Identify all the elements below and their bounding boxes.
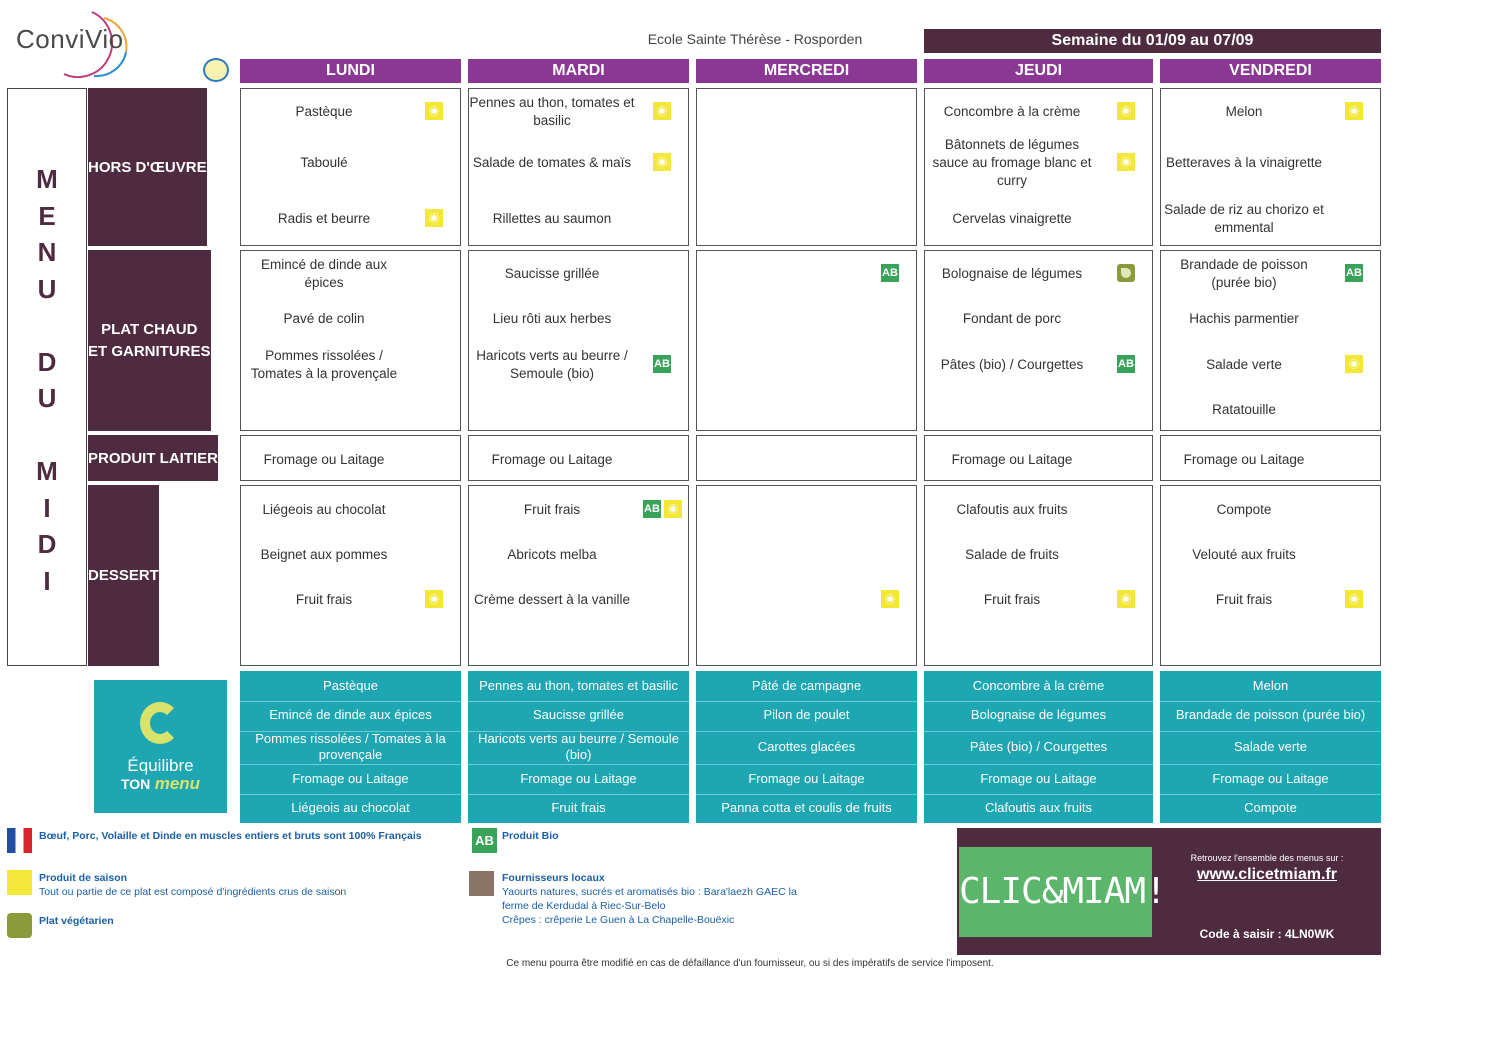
dish-item: Bâtonnets de légumes sauce au fromage blanc et curry: [932, 137, 1092, 188]
category-produit-laitier: [88, 435, 218, 481]
summary-divider: [1160, 794, 1381, 795]
category-plat-chaud: [88, 250, 211, 431]
summary-item: Liégeois au chocolat: [291, 800, 410, 815]
dish-item: Velouté aux fruits: [1192, 547, 1296, 562]
title-letter: M: [36, 164, 58, 194]
summary-item: Haricots verts au beurre / Semoule (bio): [478, 731, 679, 762]
summary-item: Fromage ou Laitage: [1212, 771, 1329, 786]
footer-note: Ce menu pourra être modifié en cas de défaillance d'un fournisseur, ou si des impératifs de service l'imposent.: [506, 958, 994, 969]
dish-item: Fromage ou Laitage: [263, 452, 385, 467]
legend-bio-text: Produit Bio: [502, 830, 559, 842]
menu-cell-dessert-vendredi: [1160, 485, 1381, 666]
legend-saison: [39, 871, 439, 899]
clicetmiam-url[interactable]: www.clicetmiam.fr: [1197, 866, 1337, 883]
seasonal-sun-icon: [425, 102, 443, 120]
summary-item: Carottes glacées: [757, 739, 856, 754]
dish-item: Emincé de dinde aux épices: [260, 257, 388, 290]
dish-item: Radis et beurre: [277, 211, 371, 226]
summary-divider: [240, 764, 461, 765]
summary-column-vendredi: [1160, 671, 1381, 823]
dish-item: Fromage ou Laitage: [1183, 452, 1305, 467]
summary-item: Pâtes (bio) / Courgettes: [969, 739, 1108, 754]
category-label: PRODUIT LAITIER: [88, 449, 218, 467]
seasonal-sun-icon: [1345, 355, 1363, 373]
summary-divider: [696, 731, 917, 732]
dish-item: Pastèque: [295, 104, 353, 119]
summary-item: Fromage ou Laitage: [292, 771, 409, 786]
legend-france: [39, 829, 439, 843]
sun-legend-icon: [7, 870, 32, 895]
summary-divider: [924, 794, 1153, 795]
dish-item: Salade verte: [1206, 357, 1282, 372]
dish-item: Ratatouille: [1212, 402, 1276, 417]
summary-item: Pâté de campagne: [751, 678, 862, 693]
bio-ab-icon: AB: [643, 500, 661, 518]
summary-divider: [924, 731, 1153, 732]
dish-item: Salade de fruits: [965, 547, 1059, 562]
bio-ab-icon: AB: [1117, 355, 1135, 373]
dish-item: Brandade de poisson (purée bio): [1180, 257, 1308, 290]
dish-item: Betteraves à la vinaigrette: [1165, 155, 1323, 170]
dish-item: Concombre à la crème: [943, 104, 1081, 119]
summary-divider: [924, 701, 1153, 702]
summary-column-mardi: [468, 671, 689, 823]
title-letter: D: [37, 346, 57, 377]
summary-item: Brandade de poisson (purée bio): [1175, 707, 1366, 722]
dish-item: Fondant de porc: [962, 311, 1062, 326]
menu-cell-hors-mercredi: [696, 88, 917, 246]
summary-item: Emincé de dinde aux épices: [269, 707, 432, 722]
vegetarian-legend-icon: [7, 913, 32, 938]
menu-cell-plat-mardi: [468, 250, 689, 431]
menu-cell-dessert-lundi: [240, 485, 461, 666]
title-letter: U: [37, 383, 57, 413]
menu-cell-plat-lundi: [240, 250, 461, 431]
bio-ab-icon: AB: [1345, 264, 1363, 282]
dish-item: Beignet aux pommes: [260, 547, 388, 562]
dish-item: Rillettes au saumon: [492, 211, 612, 226]
dish-item: Fromage ou Laitage: [491, 452, 613, 467]
dish-item: Salade de tomates & maïs: [472, 155, 632, 170]
legend-bio: [502, 829, 702, 843]
summary-column-mercredi: [696, 671, 917, 823]
title-letter: I: [43, 565, 51, 596]
day-header-lundi: LUNDI: [240, 59, 461, 83]
category-label: PLAT CHAUD ET GARNITURES: [88, 320, 211, 360]
summary-item: Fruit frais: [551, 800, 606, 815]
clicetmiam-logo: [959, 847, 1166, 937]
seasonal-sun-icon: [1345, 102, 1363, 120]
dish-item: Fruit frais: [1215, 592, 1273, 607]
clicetmiam-retrouvez: Retrouvez l'ensemble des menus sur :: [1190, 853, 1344, 863]
seasonal-sun-icon: [881, 590, 899, 608]
summary-item: Salade verte: [1234, 739, 1307, 754]
summary-item: Clafoutis aux fruits: [985, 800, 1092, 815]
summary-item: Panna cotta et coulis de fruits: [721, 800, 892, 815]
category-dessert: [88, 485, 159, 666]
summary-column-lundi: [240, 671, 461, 823]
summary-divider: [1160, 701, 1381, 702]
dish-item: Pâtes (bio) / Courgettes: [940, 357, 1084, 372]
legend-veg-text: Plat végétarien: [39, 915, 114, 927]
seasonal-sun-icon: [1117, 590, 1135, 608]
category-label: DESSERT: [88, 567, 159, 584]
dish-item: Fruit frais: [983, 592, 1041, 607]
summary-item: Fromage ou Laitage: [980, 771, 1097, 786]
dish-item: Melon: [1225, 104, 1263, 119]
summary-divider: [1160, 764, 1381, 765]
menu-cell-laitier-lundi: [240, 435, 461, 481]
dish-item: Saucisse grillée: [504, 266, 600, 281]
dish-item: Taboulé: [300, 155, 348, 170]
brand-name: ConviVio: [16, 24, 124, 54]
menu-cell-dessert-jeudi: [924, 485, 1153, 666]
legend-france-text: Bœuf, Porc, Volaille et Dinde en muscles entiers et bruts sont 100% Français: [39, 830, 422, 842]
clicetmiam-panel: [957, 828, 1381, 955]
summary-divider: [696, 764, 917, 765]
dish-item: Fruit frais: [295, 592, 353, 607]
legend-saison-text: Tout ou partie de ce plat est composé d'ingrédients crus de saison: [39, 886, 347, 898]
equilibre-line3: menu: [154, 774, 201, 793]
summary-divider: [240, 701, 461, 702]
dish-item: Pavé de colin: [283, 311, 365, 326]
legend-fourn-title: Fournisseurs locaux: [502, 872, 605, 884]
france-flag-icon: [7, 828, 32, 853]
bio-ab-icon: AB: [881, 264, 899, 282]
summary-item: Pilon de poulet: [763, 707, 850, 722]
clicetmiam-logo-text: CLIC&MIAM!: [959, 871, 1166, 912]
title-letter: D: [37, 529, 57, 559]
summary-divider: [240, 794, 461, 795]
equilibre-line2: TON: [120, 776, 151, 792]
day-header-mercredi: MERCREDI: [696, 59, 917, 83]
seasonal-sun-icon: [1117, 102, 1135, 120]
summary-item: Concombre à la crème: [972, 678, 1105, 693]
summary-divider: [468, 701, 689, 702]
dish-item: Abricots melba: [507, 547, 597, 562]
day-header-jeudi: JEUDI: [924, 59, 1153, 83]
summary-item: Pommes rissolées / Tomates à la provençale: [255, 731, 446, 762]
summary-item: Fromage ou Laitage: [748, 771, 865, 786]
seasonal-sun-icon: [653, 102, 671, 120]
seasonal-sun-icon: [425, 590, 443, 608]
vegetarian-leaf-icon: [1117, 264, 1135, 282]
menu-cell-dessert-mercredi: [696, 485, 917, 666]
summary-divider: [924, 764, 1153, 765]
equilibre-e-icon: [140, 702, 180, 744]
legend-veg: [39, 914, 339, 928]
dish-item: Cervelas vinaigrette: [952, 211, 1072, 226]
dish-item: Salade de riz au chorizo et emmental: [1164, 202, 1324, 235]
summary-item: Pennes au thon, tomates et basilic: [479, 678, 678, 693]
dish-item: Crème dessert à la vanille: [473, 592, 631, 607]
seasonal-sun-icon: [425, 209, 443, 227]
title-letter: M: [36, 456, 58, 486]
menu-cell-laitier-mardi: [468, 435, 689, 481]
summary-item: Bolognaise de légumes: [970, 707, 1107, 722]
legend-saison-title: Produit de saison: [39, 872, 128, 884]
summary-item: Compote: [1244, 800, 1297, 815]
bio-legend-icon: AB: [472, 828, 497, 853]
dish-item: Lieu rôti aux herbes: [492, 311, 612, 326]
menu-cell-laitier-jeudi: [924, 435, 1153, 481]
tractor-legend-icon: [469, 871, 494, 896]
legend-fourn-line: ferme de Kerdudal à Riec-Sur-Belo: [502, 900, 666, 912]
dish-item: Hachis parmentier: [1189, 311, 1299, 326]
day-header-mardi: MARDI: [468, 59, 689, 83]
week-banner: Semaine du 01/09 au 07/09: [924, 29, 1381, 53]
convivio-logo: [14, 8, 139, 78]
equilibre-ton-menu-logo: [94, 680, 227, 813]
summary-item: Pastèque: [323, 678, 378, 693]
dish-item: Compote: [1216, 502, 1272, 517]
dish-item: Fromage ou Laitage: [951, 452, 1073, 467]
title-letter: E: [38, 200, 56, 231]
summary-divider: [468, 794, 689, 795]
dish-item: Clafoutis aux fruits: [956, 502, 1068, 517]
dish-item: Liégeois au chocolat: [262, 502, 386, 517]
category-hors-doeuvre: [88, 88, 207, 246]
title-letter: U: [37, 273, 57, 304]
dish-item: Bolognaise de légumes: [941, 266, 1083, 281]
dish-item: Pommes rissolées / Tomates à la provençale: [250, 348, 398, 381]
school-name: Ecole Sainte Thérèse - Rosporden: [647, 31, 863, 47]
label-badge-icon: [203, 58, 229, 82]
equilibre-line1: Équilibre: [127, 756, 194, 775]
summary-divider: [468, 764, 689, 765]
day-header-vendredi: VENDREDI: [1160, 59, 1381, 83]
summary-divider: [1160, 731, 1381, 732]
title-letter: I: [43, 492, 51, 523]
legend-fourn-line: Crêpes : crêperie Le Guen à La Chapelle-Bouëxic: [502, 914, 735, 926]
menu-cell-laitier-mercredi: [696, 435, 917, 481]
menu-du-midi-title: [7, 88, 87, 666]
summary-divider: [696, 794, 917, 795]
summary-item: Melon: [1252, 678, 1289, 693]
dish-item: Pennes au thon, tomates et basilic: [469, 95, 635, 128]
equilibre-line2-wrap: [94, 774, 227, 794]
category-label: HORS D'ŒUVRE: [88, 158, 207, 176]
dish-item: Haricots verts au beurre / Semoule (bio): [476, 348, 628, 381]
seasonal-sun-icon: [1117, 153, 1135, 171]
seasonal-sun-icon: [664, 500, 682, 518]
menu-cell-laitier-vendredi: [1160, 435, 1381, 481]
summary-column-jeudi: [924, 671, 1153, 823]
clicetmiam-code: Code à saisir : 4LN0WK: [1199, 927, 1335, 941]
legend-fournisseurs: [502, 871, 832, 927]
summary-item: Saucisse grillée: [532, 707, 625, 722]
title-letter: N: [37, 237, 57, 267]
legend-fourn-line: Yaourts natures, sucrés et aromatisés bio : Bara'laezh GAEC la: [502, 886, 797, 898]
summary-item: Fromage ou Laitage: [520, 771, 637, 786]
bio-ab-icon: AB: [653, 355, 671, 373]
dish-item: Fruit frais: [523, 502, 581, 517]
seasonal-sun-icon: [1345, 590, 1363, 608]
seasonal-sun-icon: [653, 153, 671, 171]
summary-divider: [696, 701, 917, 702]
